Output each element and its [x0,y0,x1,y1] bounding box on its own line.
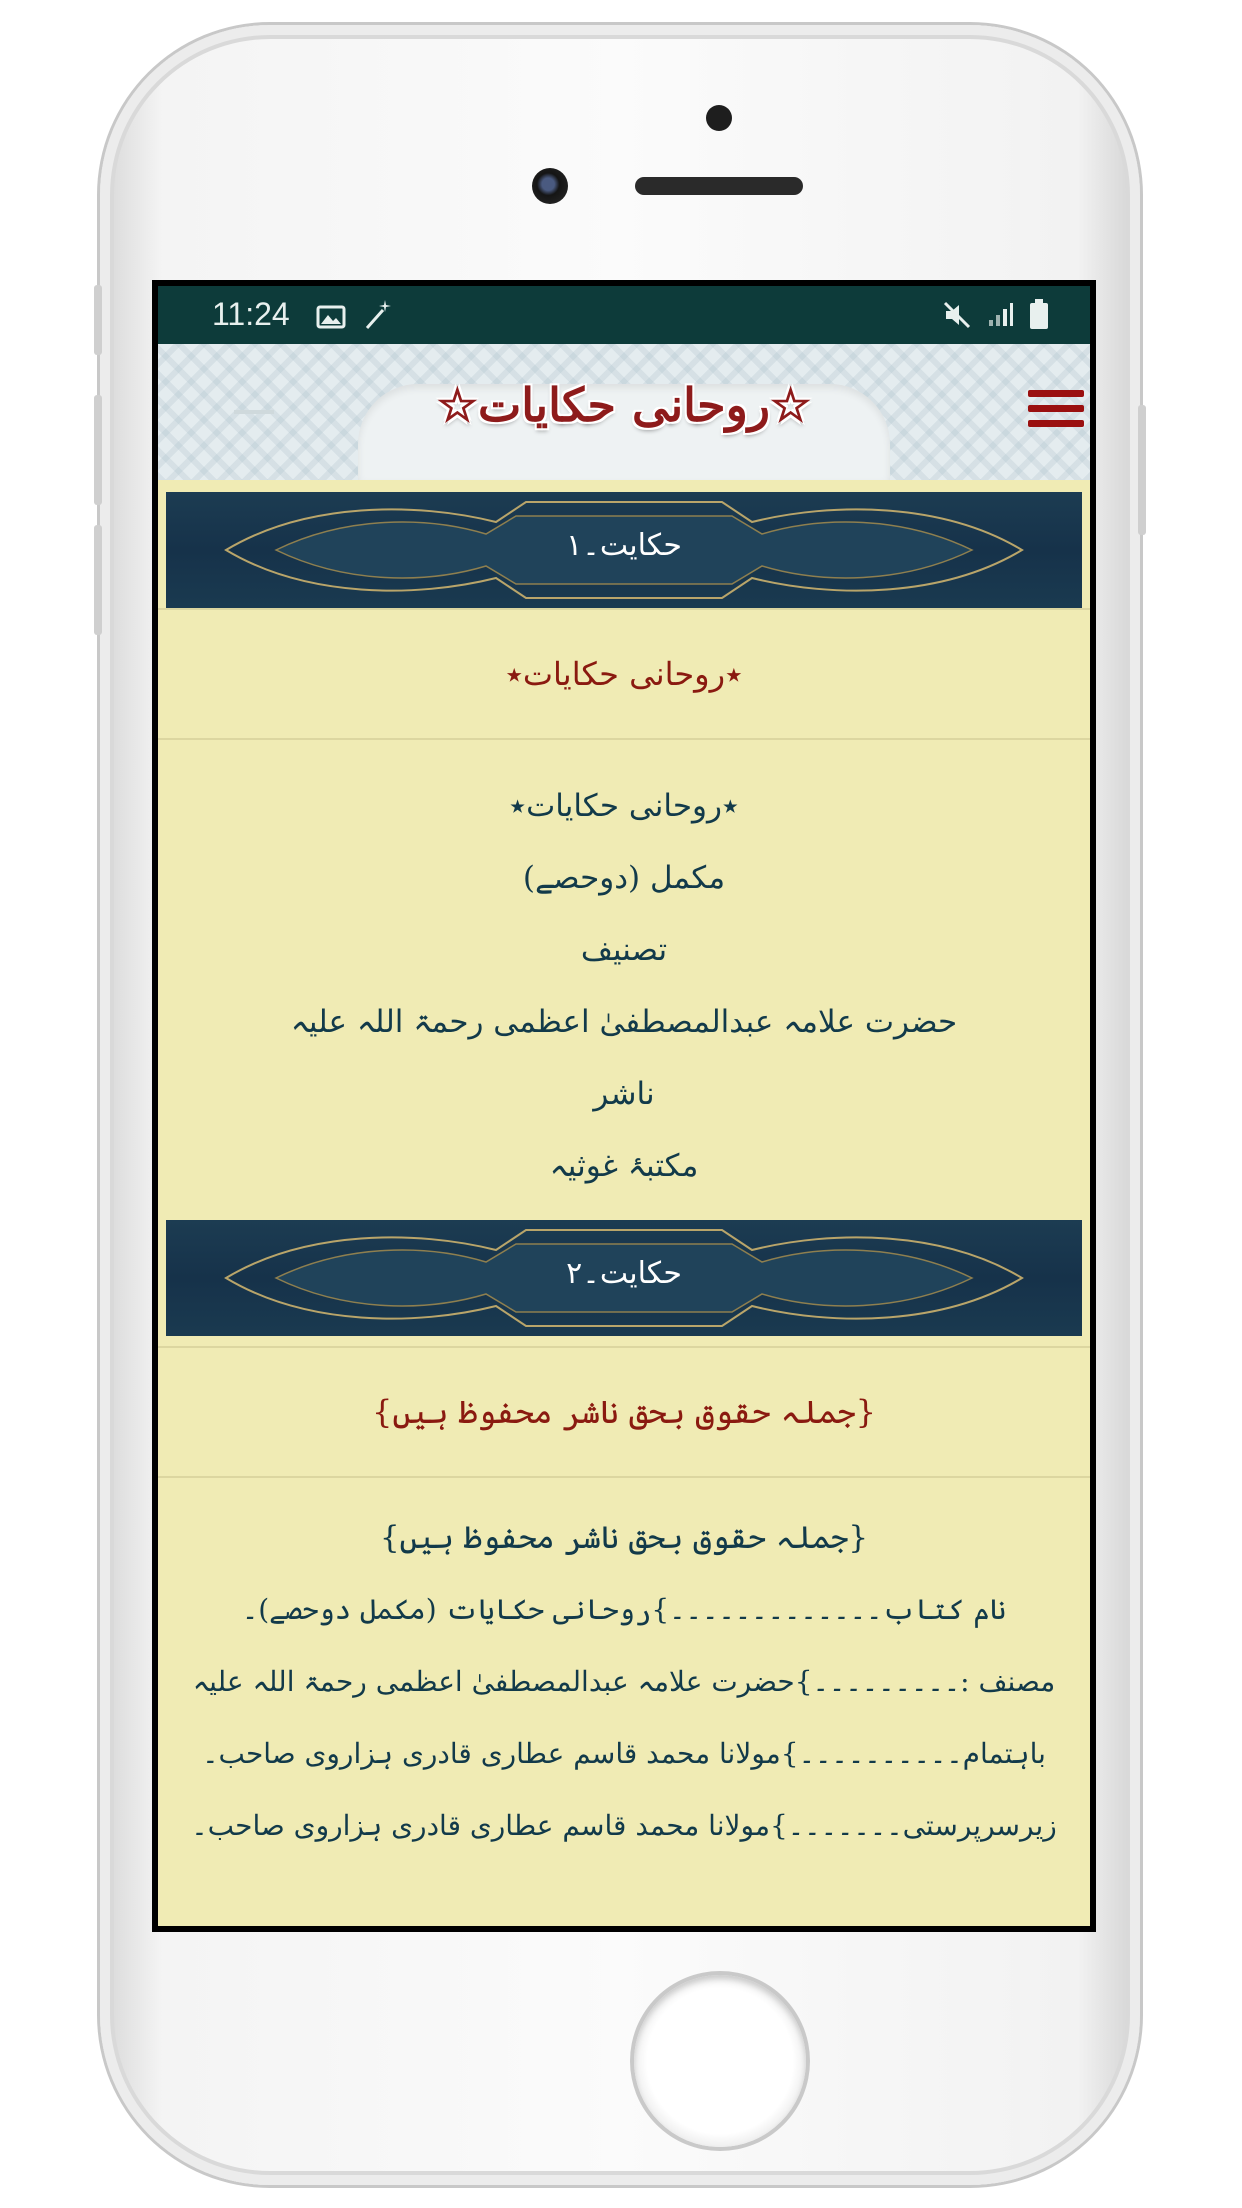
body-line: مکتبۂ غوثیہ [549,1148,699,1184]
body-line: تصنیف [580,932,668,968]
status-time: 11:24 [212,296,290,332]
chapter-body [158,740,1090,1220]
chapter-banner[interactable] [166,1220,1082,1336]
proximity-sensor [706,105,732,131]
power-button [1138,405,1146,535]
battery-icon [1028,298,1050,330]
signal-icon [985,300,1015,330]
body-line: نام کتاب۔۔۔۔۔۔۔۔۔۔۔۔۔}روحانی حکایات (مکمل دوحصے)۔ [241,1593,1007,1626]
chapter-banner-label: حکایت۔۱ [566,528,682,563]
status-bar [158,286,1090,344]
device-screen [152,280,1096,1932]
body-line: باہتمام۔۔۔۔۔۔۔۔۔۔}مولانا محمد قاسم عطاری قادری ہزاروی صاحب۔ [202,1737,1046,1770]
front-camera-icon [532,168,568,204]
magic-wand-icon [361,298,395,332]
chapter-banner[interactable] [166,492,1082,608]
volume-up-button [94,395,102,505]
status-left-icons [316,298,395,336]
body-line: مکمل (دوحصے) [522,860,726,896]
app-header [158,344,1090,480]
volume-button [94,285,102,355]
mute-icon [942,300,972,330]
chapter-title: {جملہ حقوق بحق ناشر محفوظ ہیں} [371,1393,877,1431]
body-line: {جملہ حقوق بحق ناشر محفوظ ہیں} [379,1520,869,1556]
content-scroll-area[interactable] [158,480,1090,1926]
body-line: مصنف :۔۔۔۔۔۔۔۔۔}حضرت علامہ عبدالمصطفیٰ اعظمی رحمۃ اللہ علیہ [192,1665,1056,1698]
app-title: ☆روحانی حکایات☆ [436,378,812,432]
home-button[interactable] [634,1975,806,2147]
body-line: حضرت علامہ عبدالمصطفیٰ اعظمی رحمۃ اللہ علیہ [290,1004,958,1040]
chapter-banner-label: حکایت۔۲ [566,1256,682,1291]
body-line: ناشر [593,1076,655,1112]
chapter-body [158,1478,1090,1862]
earpiece-speaker [635,177,803,195]
image-icon [316,302,346,332]
body-line: زیرسرپرستی۔۔۔۔۔۔۔}مولانا محمد قاسم عطاری قادری ہزاروی صاحب۔ [191,1809,1057,1842]
hamburger-menu-icon[interactable] [1028,390,1084,434]
volume-down-button [94,525,102,635]
chapter-title: ٭روحانی حکایات٭ [505,655,743,693]
body-line: ٭روحانی حکایات٭ [509,788,739,824]
status-right-icons [942,298,1050,334]
